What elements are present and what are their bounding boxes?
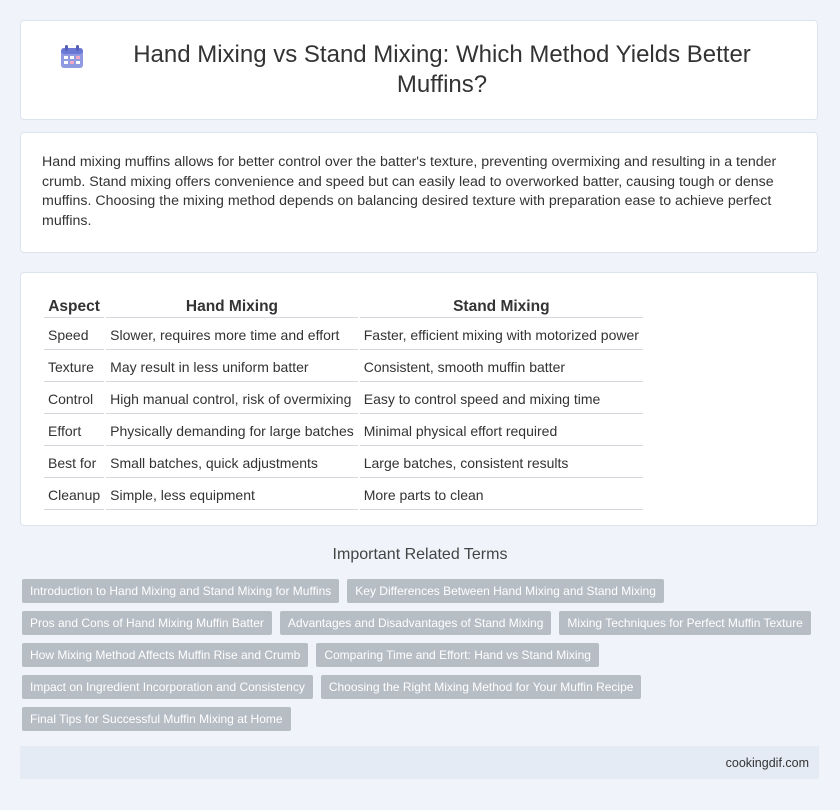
table-cell: Effort bbox=[44, 416, 104, 446]
related-terms-title: Important Related Terms bbox=[332, 546, 508, 563]
header-stand-mixing: Stand Mixing bbox=[360, 295, 643, 318]
title-wrap bbox=[59, 40, 779, 100]
calendar-icon bbox=[59, 44, 85, 70]
table-cell: Large batches, consistent results bbox=[360, 448, 643, 478]
table-cell: Consistent, smooth muffin batter bbox=[360, 352, 643, 382]
table-cell: May result in less uniform batter bbox=[106, 352, 358, 382]
related-term-tag[interactable]: Choosing the Right Mixing Method for Your Muffin Recipe bbox=[321, 675, 642, 699]
header-hand-mixing: Hand Mixing bbox=[106, 295, 358, 318]
footer-site-link[interactable]: cookingdif.com bbox=[725, 755, 809, 770]
related-term-tag[interactable]: Comparing Time and Effort: Hand vs Stand Mixing bbox=[316, 643, 599, 667]
table-cell: Best for bbox=[44, 448, 104, 478]
related-term-tag[interactable]: Impact on Ingredient Incorporation and Consistency bbox=[22, 675, 313, 699]
intro-card bbox=[20, 132, 818, 253]
intro-text: Hand mixing muffins allows for better control over the batter's texture, preventing overmixing and resulting in a tender crumb. Stand mixing offers convenience and speed but can easily lead to overworked batter, causing tough or dense muffins. Choosing the mixing method depends on balancing desired texture with preparation ease to achieve perfect muffins. bbox=[42, 154, 777, 229]
table-cell: Physically demanding for large batches bbox=[106, 416, 358, 446]
table-row bbox=[44, 416, 643, 446]
table-cell: Texture bbox=[44, 352, 104, 382]
table-cell: High manual control, risk of overmixing bbox=[106, 384, 358, 414]
table-cell: Faster, efficient mixing with motorized power bbox=[360, 320, 643, 350]
table-cell: Minimal physical effort required bbox=[360, 416, 643, 446]
table-cell: More parts to clean bbox=[360, 480, 643, 510]
related-term-tag[interactable]: Introduction to Hand Mixing and Stand Mixing for Muffins bbox=[22, 579, 339, 603]
page-title: Hand Mixing vs Stand Mixing: Which Method Yields Better Muffins? bbox=[133, 41, 751, 98]
table-row bbox=[44, 384, 643, 414]
table-cell: Slower, requires more time and effort bbox=[106, 320, 358, 350]
footer bbox=[20, 746, 819, 779]
table-row bbox=[44, 320, 643, 350]
comparison-table bbox=[42, 293, 645, 512]
table-cell: Easy to control speed and mixing time bbox=[360, 384, 643, 414]
related-term-tag[interactable]: Pros and Cons of Hand Mixing Muffin Batter bbox=[22, 611, 272, 635]
tag-row bbox=[22, 675, 822, 699]
tag-row bbox=[22, 611, 822, 635]
header-aspect: Aspect bbox=[44, 295, 104, 318]
table-row bbox=[44, 352, 643, 382]
table-cell: Small batches, quick adjustments bbox=[106, 448, 358, 478]
tag-row bbox=[22, 643, 822, 667]
related-term-tag[interactable]: How Mixing Method Affects Muffin Rise and Crumb bbox=[22, 643, 308, 667]
related-term-tag[interactable]: Final Tips for Successful Muffin Mixing at Home bbox=[22, 707, 291, 731]
related-term-tag[interactable]: Advantages and Disadvantages of Stand Mixing bbox=[280, 611, 552, 635]
table-row bbox=[44, 448, 643, 478]
related-terms-list bbox=[22, 579, 822, 739]
comparison-card bbox=[20, 272, 818, 526]
table-cell: Speed bbox=[44, 320, 104, 350]
tag-row bbox=[22, 579, 822, 603]
table-cell: Control bbox=[44, 384, 104, 414]
table-row bbox=[44, 480, 643, 510]
related-term-tag[interactable]: Key Differences Between Hand Mixing and Stand Mixing bbox=[347, 579, 664, 603]
tag-row bbox=[22, 707, 822, 731]
title-card bbox=[20, 20, 818, 120]
table-header-row bbox=[44, 295, 643, 318]
table-cell: Simple, less equipment bbox=[106, 480, 358, 510]
related-term-tag[interactable]: Mixing Techniques for Perfect Muffin Texture bbox=[559, 611, 810, 635]
table-cell: Cleanup bbox=[44, 480, 104, 510]
